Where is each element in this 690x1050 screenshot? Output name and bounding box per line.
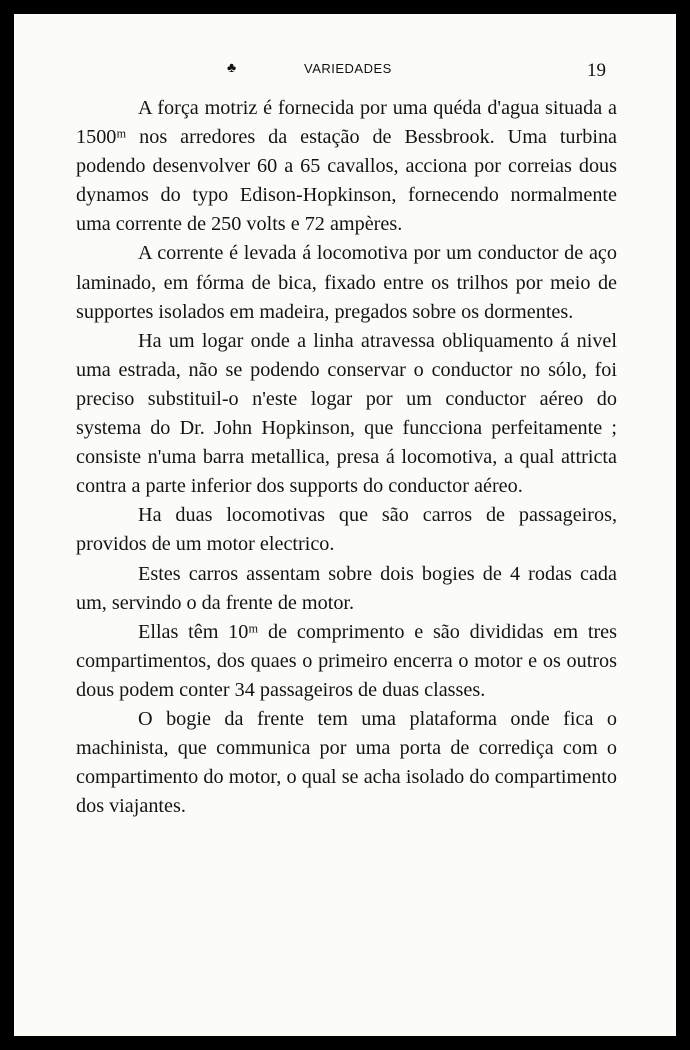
paragraph: Estes carros assentam sobre dois bogies de 4 rodas cada um, servindo o da frente de motor. — [76, 562, 617, 614]
running-head: VARIEDADES — [304, 61, 392, 76]
book-page — [14, 14, 676, 1036]
page-header — [14, 61, 676, 85]
paragraph: A corrente é levada á locomotiva por um conductor de aço laminado, em fórma de bica, fixado entre os trilhos por meio de supportes isolados em madeira, pregados sobre os dormentes. — [76, 242, 617, 323]
body-text — [76, 94, 617, 821]
page-number: 19 — [587, 60, 606, 81]
paragraph: Ha um logar onde a linha atravessa obliquamento á nivel uma estrada, não se podendo conservar o conductor no sólo, foi preciso substituil-o n'este logar por um conductor aéreo do systema do Dr. John Hopkinson, que funcciona perfeitamente ; consiste n'uma barra metallica, presa á locomotiva, a qual attricta contra a parte inferior dos supports do conductor aéreo. — [76, 329, 617, 498]
paragraph: A força motriz é fornecida por uma quéda d'agua situada a 1500ᵐ nos arredores da estação de Bessbrook. Uma turbina podendo desenvolver 60 a 65 cavallos, acciona por correias dous dynamos do typo Edison-Hopkinson, fornecendo normalmente uma corrente de 250 volts e 72 ampères. — [76, 97, 617, 236]
paragraph: Ha duas locomotivas que são carros de passageiros, providos de um motor electrico. — [76, 504, 617, 556]
paragraph: O bogie da frente tem uma plataforma onde fica o machinista, que communica por uma porta de corrediça com o compartimento do motor, o qual se acha isolado do compartimento dos viajantes. — [76, 707, 617, 818]
paragraph: Ellas têm 10ᵐ de comprimento e são divididas em tres compartimentos, dos quaes o primeiro encerra o motor e os outros dous podem conter 34 passageiros de duas classes. — [76, 620, 617, 701]
ornament-icon: ♣ — [227, 61, 237, 76]
